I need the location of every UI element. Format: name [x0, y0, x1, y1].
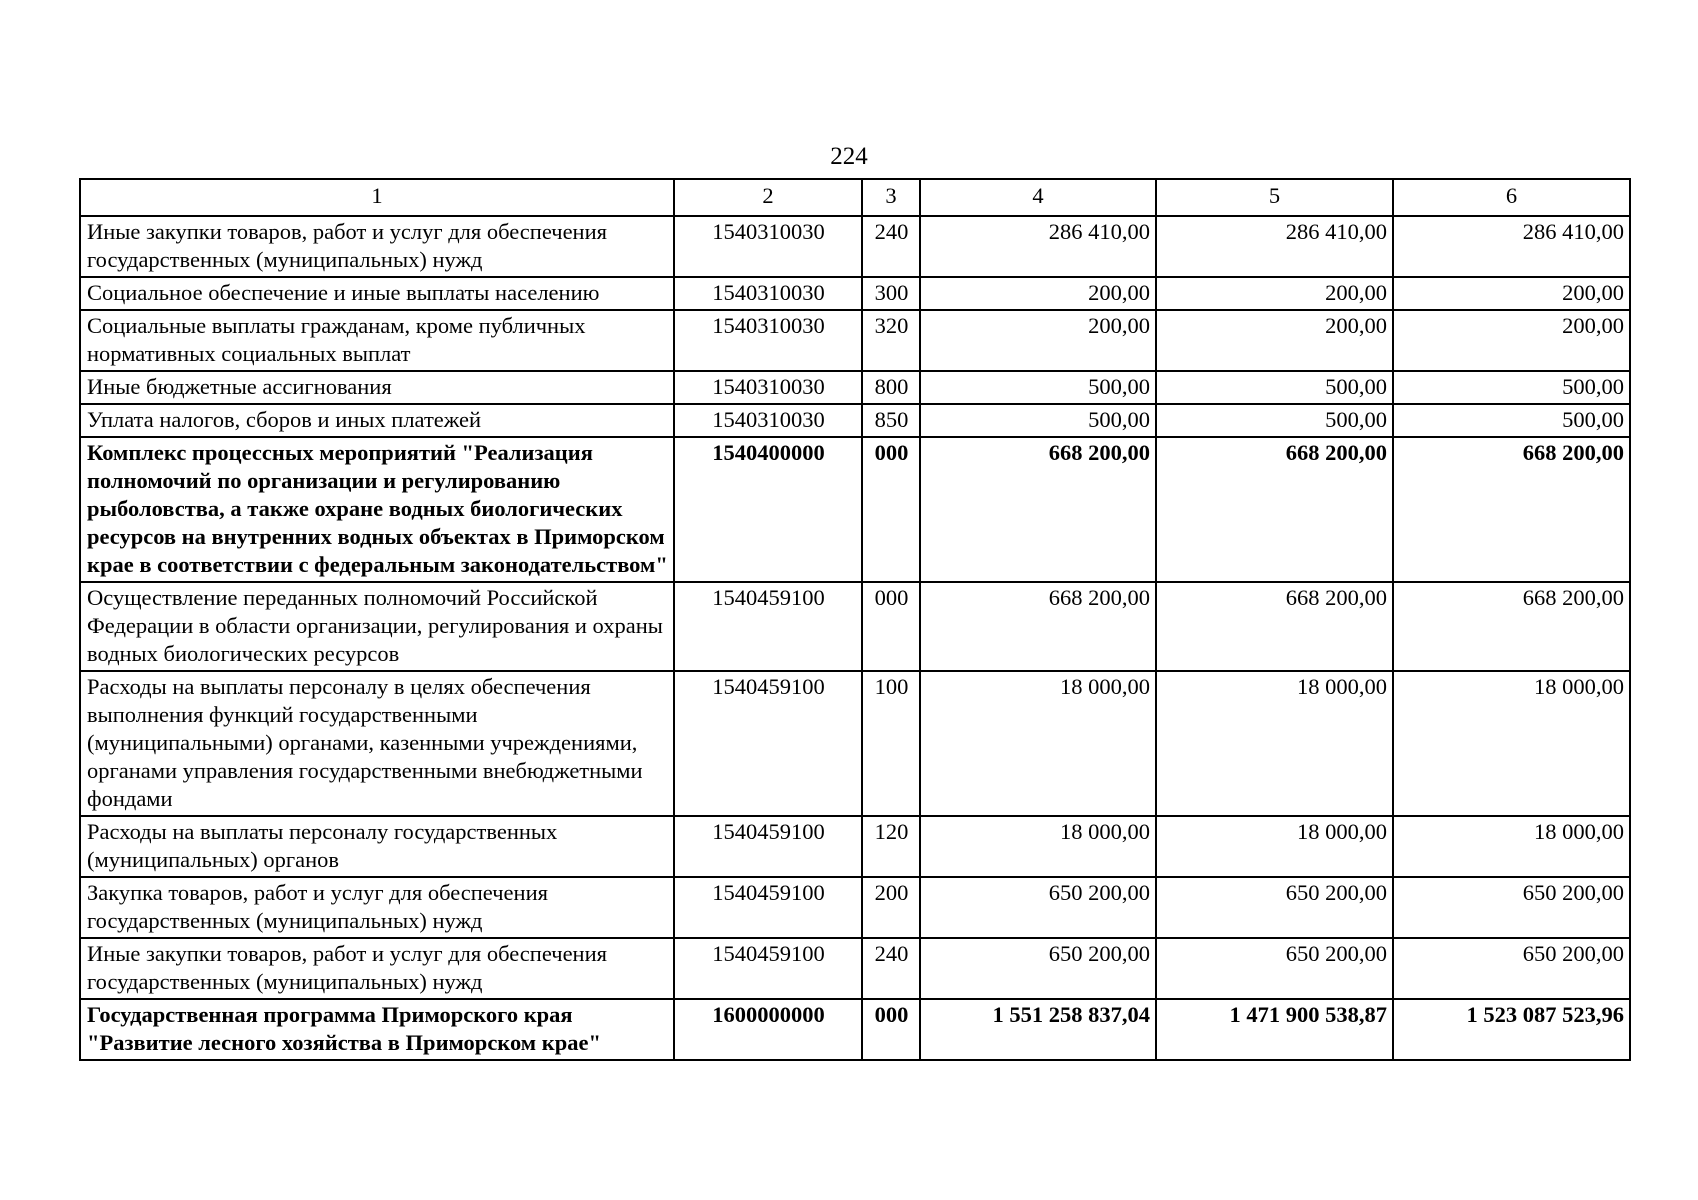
- page-number: 224: [830, 143, 868, 170]
- row-code-cell: 1600000000: [674, 999, 862, 1060]
- table-row: [80, 816, 1630, 877]
- row-amount-col4-cell: 200,00: [920, 277, 1156, 310]
- row-code-cell: 1540310030: [674, 371, 862, 404]
- row-type-cell: 850: [862, 404, 920, 437]
- row-amount-col4-cell: 200,00: [920, 310, 1156, 371]
- row-type-cell: 240: [862, 216, 920, 277]
- table-row: [80, 310, 1630, 371]
- table-row: [80, 371, 1630, 404]
- row-amount-col6-cell: 18 000,00: [1393, 671, 1630, 816]
- row-code-cell: 1540310030: [674, 404, 862, 437]
- row-code-cell: 1540459100: [674, 938, 862, 999]
- budget-table-body: [80, 179, 1630, 1060]
- row-amount-col6-cell: 286 410,00: [1393, 216, 1630, 277]
- row-name-cell: Закупка товаров, работ и услуг для обеспечения государственных (муниципальных) нужд: [80, 877, 674, 938]
- row-amount-col6-cell: 18 000,00: [1393, 816, 1630, 877]
- row-code-cell: 1540459100: [674, 582, 862, 671]
- row-amount-col5-cell: 286 410,00: [1156, 216, 1393, 277]
- row-amount-col6-cell: 1 523 087 523,96: [1393, 999, 1630, 1060]
- row-amount-col4-cell: 1 551 258 837,04: [920, 999, 1156, 1060]
- row-type-cell: 240: [862, 938, 920, 999]
- row-amount-col4-cell: 18 000,00: [920, 816, 1156, 877]
- row-type-cell: 100: [862, 671, 920, 816]
- column-header: 4: [920, 179, 1156, 216]
- row-amount-col6-cell: 650 200,00: [1393, 938, 1630, 999]
- row-amount-col5-cell: 18 000,00: [1156, 816, 1393, 877]
- row-amount-col5-cell: 500,00: [1156, 371, 1393, 404]
- row-amount-col6-cell: 500,00: [1393, 404, 1630, 437]
- row-code-cell: 1540459100: [674, 671, 862, 816]
- row-type-cell: 800: [862, 371, 920, 404]
- column-header: 5: [1156, 179, 1393, 216]
- row-amount-col6-cell: 500,00: [1393, 371, 1630, 404]
- table-row: [80, 216, 1630, 277]
- column-number-row: [80, 179, 1630, 216]
- table-row: [80, 938, 1630, 999]
- table-row: [80, 437, 1630, 582]
- row-amount-col4-cell: 18 000,00: [920, 671, 1156, 816]
- row-code-cell: 1540310030: [674, 277, 862, 310]
- row-amount-col4-cell: 286 410,00: [920, 216, 1156, 277]
- row-name-cell: Расходы на выплаты персоналу государственных (муниципальных) органов: [80, 816, 674, 877]
- row-type-cell: 000: [862, 437, 920, 582]
- row-amount-col6-cell: 200,00: [1393, 277, 1630, 310]
- row-amount-col6-cell: 668 200,00: [1393, 582, 1630, 671]
- budget-table: [79, 178, 1631, 1061]
- row-amount-col5-cell: 1 471 900 538,87: [1156, 999, 1393, 1060]
- row-amount-col6-cell: 668 200,00: [1393, 437, 1630, 582]
- row-amount-col5-cell: 200,00: [1156, 277, 1393, 310]
- row-amount-col5-cell: 668 200,00: [1156, 437, 1393, 582]
- table-row: [80, 277, 1630, 310]
- row-type-cell: 000: [862, 999, 920, 1060]
- row-name-cell: Социальные выплаты гражданам, кроме публичных нормативных социальных выплат: [80, 310, 674, 371]
- row-name-cell: Государственная программа Приморского края "Развитие лесного хозяйства в Приморском крае": [80, 999, 674, 1060]
- row-amount-col6-cell: 650 200,00: [1393, 877, 1630, 938]
- row-amount-col4-cell: 668 200,00: [920, 437, 1156, 582]
- row-name-cell: Комплекс процессных мероприятий "Реализация полномочий по организации и регулированию рыболовства, а также охране водных биологических ресурсов на внутренних водных объектах в Приморском крае в соответствии с федеральным законодательством": [80, 437, 674, 582]
- table-row: [80, 582, 1630, 671]
- row-amount-col5-cell: 668 200,00: [1156, 582, 1393, 671]
- row-amount-col6-cell: 200,00: [1393, 310, 1630, 371]
- row-code-cell: 1540310030: [674, 310, 862, 371]
- row-name-cell: Иные закупки товаров, работ и услуг для обеспечения государственных (муниципальных) нужд: [80, 938, 674, 999]
- row-name-cell: Социальное обеспечение и иные выплаты населению: [80, 277, 674, 310]
- column-header: 1: [80, 179, 674, 216]
- row-amount-col5-cell: 200,00: [1156, 310, 1393, 371]
- column-header: 3: [862, 179, 920, 216]
- row-amount-col5-cell: 18 000,00: [1156, 671, 1393, 816]
- row-amount-col4-cell: 650 200,00: [920, 877, 1156, 938]
- table-row: [80, 999, 1630, 1060]
- row-type-cell: 320: [862, 310, 920, 371]
- row-code-cell: 1540459100: [674, 877, 862, 938]
- row-amount-col4-cell: 500,00: [920, 404, 1156, 437]
- row-type-cell: 120: [862, 816, 920, 877]
- row-code-cell: 1540400000: [674, 437, 862, 582]
- row-amount-col4-cell: 668 200,00: [920, 582, 1156, 671]
- row-type-cell: 200: [862, 877, 920, 938]
- column-header: 6: [1393, 179, 1630, 216]
- row-name-cell: Осуществление переданных полномочий Российской Федерации в области организации, регулирования и охраны водных биологических ресурсов: [80, 582, 674, 671]
- row-amount-col4-cell: 650 200,00: [920, 938, 1156, 999]
- row-amount-col5-cell: 650 200,00: [1156, 938, 1393, 999]
- row-name-cell: Расходы на выплаты персоналу в целях обеспечения выполнения функций государственными (муниципальными) органами, казенными учреждениями, органами управления государственными внебюджетными фондами: [80, 671, 674, 816]
- row-name-cell: Иные бюджетные ассигнования: [80, 371, 674, 404]
- row-type-cell: 000: [862, 582, 920, 671]
- row-name-cell: Уплата налогов, сборов и иных платежей: [80, 404, 674, 437]
- row-name-cell: Иные закупки товаров, работ и услуг для обеспечения государственных (муниципальных) нужд: [80, 216, 674, 277]
- table-row: [80, 877, 1630, 938]
- table-row: [80, 671, 1630, 816]
- row-code-cell: 1540459100: [674, 816, 862, 877]
- row-amount-col5-cell: 500,00: [1156, 404, 1393, 437]
- column-header: 2: [674, 179, 862, 216]
- row-amount-col4-cell: 500,00: [920, 371, 1156, 404]
- row-code-cell: 1540310030: [674, 216, 862, 277]
- row-type-cell: 300: [862, 277, 920, 310]
- row-amount-col5-cell: 650 200,00: [1156, 877, 1393, 938]
- table-row: [80, 404, 1630, 437]
